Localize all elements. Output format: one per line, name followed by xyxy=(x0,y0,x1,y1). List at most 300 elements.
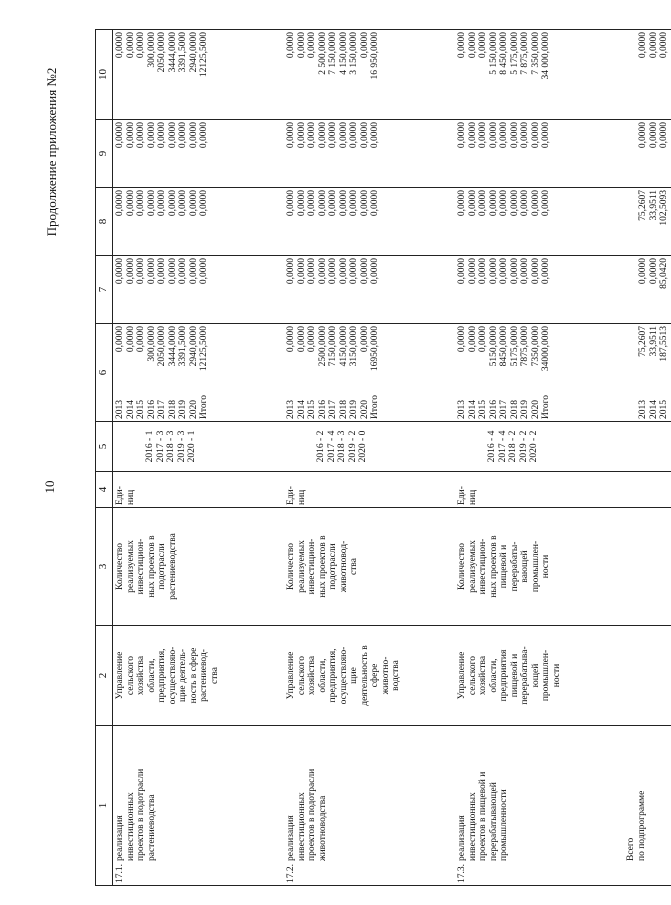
funding-c9-line: 0,0000 xyxy=(157,122,167,149)
funding-c8-line: 0,0000 xyxy=(307,190,317,217)
funding-value: 300,0000 xyxy=(146,326,157,362)
executor-line: щие xyxy=(349,667,359,684)
funding-c7-line: 0,0000 xyxy=(125,258,136,285)
target-values-line: 2018 - 3 xyxy=(337,430,347,463)
funding-c10 xyxy=(113,30,285,120)
funding-c9-line: 0,0000 xyxy=(296,122,307,149)
unit xyxy=(455,472,626,508)
funding-c10 xyxy=(284,30,455,120)
year-label: 2018 xyxy=(509,400,520,419)
funding-c8-line: 0,0000 xyxy=(457,190,467,217)
year-label: Итого xyxy=(370,394,380,419)
executor-line: предприятия, xyxy=(157,648,167,703)
funding-c10-line: 2940,0000 xyxy=(188,32,199,73)
executor-line: ность в сфере xyxy=(188,647,199,704)
funding-c9-line: 0,0000 xyxy=(520,122,530,149)
year-label: Итого xyxy=(541,394,551,419)
indicator-line: инвестицион- xyxy=(478,538,488,595)
years-total-funding xyxy=(113,324,285,422)
year-label: 2018 xyxy=(167,400,178,419)
funding-c10 xyxy=(455,30,626,120)
funding-c10-line: 0,0000 xyxy=(115,32,125,59)
indicator-line: ных проектов в xyxy=(488,535,499,598)
total-funding-c7 xyxy=(626,256,671,324)
year-label: 2016 xyxy=(146,400,157,419)
funding-c8-line: 0,0000 xyxy=(136,190,146,217)
funding-c8-line: 0,0000 xyxy=(286,190,296,217)
funding-c8-line: 0,0000 xyxy=(188,190,199,217)
year-value-line xyxy=(468,326,479,419)
indicator-line: ства xyxy=(349,558,359,575)
year-value-line xyxy=(510,326,521,419)
funding-c10-line: 7 150,0000 xyxy=(328,32,338,75)
funding-c8-line: 0,0000 xyxy=(115,190,125,217)
year-value-line xyxy=(370,326,381,419)
funding-value: 0,0000 xyxy=(296,326,307,353)
activity-name xyxy=(113,726,285,886)
funding-c7-line: 0,0000 xyxy=(199,258,209,285)
executor-line: ства xyxy=(209,667,220,684)
executor-line: перерабатыва- xyxy=(520,646,530,705)
funding-c10-line: 0,0000 xyxy=(478,32,488,59)
executor-line: растениевод- xyxy=(199,649,209,702)
funding-c9-line: 0,0000 xyxy=(286,122,296,149)
executor xyxy=(113,626,285,726)
activity-name-line: проектов в подотрасли xyxy=(136,768,146,861)
indicator xyxy=(284,508,455,626)
funding-value: 0,0000 xyxy=(136,326,146,353)
executor-line: сельского xyxy=(467,655,478,696)
indicator-line: Количество xyxy=(115,542,125,591)
activity-name-text: реализация xyxy=(286,815,296,861)
funding-c9-line: 0,0000 xyxy=(530,122,541,149)
funding-c7-line: 0,0000 xyxy=(520,258,530,285)
funding-c9-line: 0,0000 xyxy=(370,122,380,149)
indicator-line: подотрасли xyxy=(328,543,338,590)
empty-cell xyxy=(626,422,671,472)
funding-c10-line: 0,0000 xyxy=(125,32,136,59)
funding-value: 7875,0000 xyxy=(520,326,530,367)
year-value-line xyxy=(286,326,297,419)
funding-c9-line: 0,0000 xyxy=(509,122,520,149)
indicator-line: Количество xyxy=(457,542,467,591)
indicator-line: реализуемых xyxy=(467,540,478,593)
funding-c9-line: 0,0000 xyxy=(338,122,349,149)
funding-value: 4150,0000 xyxy=(338,326,349,367)
target-values xyxy=(113,422,285,472)
executor-line: хозяйства xyxy=(478,655,488,696)
total-funding-c9-line: 0,0000 xyxy=(648,122,659,149)
executor-line: хозяйства xyxy=(307,655,317,696)
year-value-line xyxy=(126,326,137,419)
year-value-line xyxy=(649,326,660,419)
funding-value: 16950,0000 xyxy=(370,326,380,372)
executor-line: области, xyxy=(317,658,328,693)
column-header: 6 xyxy=(96,324,113,422)
total-funding-c9-line: 0,0000 xyxy=(659,122,669,149)
funding-c9 xyxy=(113,120,285,188)
target-values-line: 2019 - 3 xyxy=(176,430,187,463)
total-funding-c9 xyxy=(626,120,671,188)
activity-name-line: растениеводства xyxy=(146,794,157,861)
funding-value: 34000,0000 xyxy=(541,326,551,372)
funding-c8-line: 0,0000 xyxy=(125,190,136,217)
funding-value: 3444,0000 xyxy=(167,326,178,367)
funding-c7-line: 0,0000 xyxy=(541,258,551,285)
year-label: 2017 xyxy=(157,400,167,419)
funding-c9-line: 0,0000 xyxy=(307,122,317,149)
year-value-line xyxy=(531,326,542,419)
year-value-line xyxy=(168,326,179,419)
target-values-line: 2017 - 4 xyxy=(326,430,337,463)
total-funding-c7-line: 0,0000 xyxy=(648,258,659,285)
executor-line: предприятия, xyxy=(328,648,338,703)
funding-c8-line: 0,0000 xyxy=(488,190,499,217)
funding-c7-line: 0,0000 xyxy=(115,258,125,285)
funding-c8-line: 0,0000 xyxy=(338,190,349,217)
funding-value: 0,0000 xyxy=(286,326,296,353)
year-label: 2013 xyxy=(457,400,467,419)
indicator-line: промышлен- xyxy=(530,540,541,593)
funding-c8-line: 0,0000 xyxy=(157,190,167,217)
target-values-line: 2020 - 2 xyxy=(529,430,539,463)
executor-line: сфере xyxy=(370,663,380,688)
funding-c9-line: 0,0000 xyxy=(167,122,178,149)
total-label xyxy=(626,726,671,886)
year-label: 2018 xyxy=(338,400,349,419)
header-row xyxy=(96,30,113,886)
target-values-line: 2016 - 1 xyxy=(145,430,155,463)
funding-c8-line: 0,0000 xyxy=(467,190,478,217)
total-funding-c8-line: 33,9511 xyxy=(648,190,659,221)
activity-name-line xyxy=(457,728,468,883)
funding-c8 xyxy=(284,188,455,256)
funding-c10-line: 2050,0000 xyxy=(157,32,167,73)
year-value-line xyxy=(489,326,500,419)
funding-c10-line: 5 150,0000 xyxy=(488,32,499,75)
activity-name-line: инвестиционных xyxy=(125,792,136,861)
funding-c9 xyxy=(284,120,455,188)
year-value-line xyxy=(349,326,360,419)
year-label: 2015 xyxy=(307,400,317,419)
funding-c8-line: 0,0000 xyxy=(178,190,188,217)
funding-c9-line: 0,0000 xyxy=(349,122,359,149)
funding-c10-line: 7 875,0000 xyxy=(520,32,530,75)
total-funding-c8-line: 102,5093 xyxy=(659,190,669,226)
funding-c7-line: 0,0000 xyxy=(188,258,199,285)
funding-c9-line: 0,0000 xyxy=(136,122,146,149)
year-label: 2014 xyxy=(648,400,659,419)
year-value-line xyxy=(638,326,649,419)
indicator-line: инвестицион- xyxy=(136,538,146,595)
activity-number: 17.1. xyxy=(115,864,125,883)
unit-line: Еди- xyxy=(286,486,296,505)
indicator-line: реализуемых xyxy=(125,540,136,593)
activity-name-line xyxy=(115,728,126,883)
executor-line: деятельность в xyxy=(359,645,370,706)
funding-c7-line: 0,0000 xyxy=(509,258,520,285)
funding-c7-line: 0,0000 xyxy=(307,258,317,285)
target-values-line: 2019 - 2 xyxy=(518,430,529,463)
funding-c9-line: 0,0000 xyxy=(125,122,136,149)
funding-c7 xyxy=(284,256,455,324)
funding-c8-line: 0,0000 xyxy=(478,190,488,217)
funding-value: 33,9511 xyxy=(648,326,659,357)
year-value-line xyxy=(659,326,670,419)
funding-c7-line: 0,0000 xyxy=(370,258,380,285)
column-header: 10 xyxy=(96,30,113,120)
indicator-line: ных проектов в xyxy=(146,535,157,598)
funding-value: 75,2607 xyxy=(638,326,648,357)
funding-value: 5175,0000 xyxy=(509,326,520,367)
executor-line: ности xyxy=(551,663,562,688)
year-value-line xyxy=(520,326,531,419)
activity-name-line: проектов в пищевой и xyxy=(478,771,488,861)
activity-name xyxy=(284,726,455,886)
funding-c8 xyxy=(455,188,626,256)
year-label: 2016 xyxy=(317,400,328,419)
activity-name-line: проектов в подотрасли xyxy=(307,768,317,861)
total-years-funding xyxy=(626,324,671,422)
section-row xyxy=(284,30,455,886)
executor xyxy=(455,626,626,726)
indicator-line: ности xyxy=(541,554,551,579)
column-header: 3 xyxy=(96,508,113,626)
budget-table xyxy=(95,29,671,886)
year-label: 2020 xyxy=(359,400,370,419)
activity-number: 17.3. xyxy=(457,864,467,883)
activity-name-line xyxy=(286,728,297,883)
funding-value: 3150,0000 xyxy=(349,326,359,367)
funding-c10-line: 0,0000 xyxy=(296,32,307,59)
funding-c7-line: 0,0000 xyxy=(167,258,178,285)
funding-c7-line: 0,0000 xyxy=(478,258,488,285)
funding-c9-line: 0,0000 xyxy=(467,122,478,149)
funding-c8-line: 0,0000 xyxy=(499,190,509,217)
year-value-line xyxy=(360,326,371,419)
funding-c9-line: 0,0000 xyxy=(488,122,499,149)
funding-c9-line: 0,0000 xyxy=(115,122,125,149)
funding-c9-line: 0,0000 xyxy=(499,122,509,149)
funding-c10-line: 16 950,0000 xyxy=(370,32,380,80)
activity-name-text: реализация xyxy=(457,815,467,861)
funding-c10-line: 0,0000 xyxy=(136,32,146,59)
year-label: 2015 xyxy=(659,400,669,419)
target-values-line: 2020 - 1 xyxy=(187,430,197,463)
year-label: 2020 xyxy=(530,400,541,419)
funding-c8-line: 0,0000 xyxy=(296,190,307,217)
funding-c9 xyxy=(455,120,626,188)
funding-c8 xyxy=(113,188,285,256)
year-value-line xyxy=(457,326,468,419)
executor-line: осуществляю- xyxy=(338,646,349,705)
unit-line: ниц xyxy=(125,489,136,505)
total-funding-c7-line: 0,0000 xyxy=(638,258,648,285)
executor-line: Управление xyxy=(115,651,125,700)
funding-c9-line: 0,0000 xyxy=(146,122,157,149)
funding-c7-line: 0,0000 xyxy=(178,258,188,285)
total-funding-c10-line: 0,0000 xyxy=(638,32,648,59)
target-values-line: 2019 - 2 xyxy=(347,430,358,463)
funding-c9-line: 0,0000 xyxy=(317,122,328,149)
funding-c10-line: 3444,0000 xyxy=(167,32,178,73)
total-funding-c7-line: 85,0420 xyxy=(659,258,669,289)
column-header: 5 xyxy=(96,422,113,472)
year-label: 2019 xyxy=(520,400,530,419)
funding-value: 2050,0000 xyxy=(157,326,167,367)
target-values-line: 2020 - 0 xyxy=(358,430,368,463)
total-funding-c8 xyxy=(626,188,671,256)
funding-value: 0,0000 xyxy=(478,326,488,353)
funding-c10-line: 0,0000 xyxy=(467,32,478,59)
executor-line: предприятия xyxy=(499,649,509,702)
funding-c7-line: 0,0000 xyxy=(530,258,541,285)
year-value-line xyxy=(339,326,350,419)
column-header: 1 xyxy=(96,726,113,886)
activity-name-line: перерабатывающей xyxy=(488,782,499,861)
year-label: 2015 xyxy=(136,400,146,419)
executor-line: области, xyxy=(146,658,157,693)
year-value-line xyxy=(478,326,489,419)
executor xyxy=(284,626,455,726)
funding-c9-line: 0,0000 xyxy=(541,122,551,149)
funding-c7-line: 0,0000 xyxy=(488,258,499,285)
page-number: 10 xyxy=(42,480,57,494)
target-values-line: 2018 - 2 xyxy=(508,430,518,463)
funding-c9-line: 0,0000 xyxy=(188,122,199,149)
year-value-line xyxy=(178,326,189,419)
year-value-line xyxy=(189,326,200,419)
executor-line: сельского xyxy=(296,655,307,696)
unit-line: Еди- xyxy=(457,486,467,505)
funding-c8-line: 0,0000 xyxy=(370,190,380,217)
total-funding-c8-line: 75,2607 xyxy=(638,190,648,221)
year-label: 2014 xyxy=(467,400,478,419)
total-funding-c10-line: 0,0000 xyxy=(659,32,669,59)
executor-line: области, xyxy=(488,658,499,693)
funding-c7-line: 0,0000 xyxy=(328,258,338,285)
column-header: 9 xyxy=(96,120,113,188)
total-funding-c10 xyxy=(626,30,671,120)
executor-line: щие деятель- xyxy=(178,649,188,703)
funding-c8-line: 0,0000 xyxy=(530,190,541,217)
activity-name-line: промышленности xyxy=(499,789,509,861)
empty-cell xyxy=(626,626,671,726)
funding-c8-line: 0,0000 xyxy=(317,190,328,217)
funding-value: 187,5513 xyxy=(659,326,669,362)
target-values xyxy=(455,422,626,472)
funding-c7-line: 0,0000 xyxy=(146,258,157,285)
funding-value: 8450,0000 xyxy=(499,326,509,367)
year-value-line xyxy=(318,326,329,419)
funding-c10-line: 3 150,0000 xyxy=(349,32,359,75)
year-label: Итого xyxy=(199,394,209,419)
year-value-line xyxy=(297,326,308,419)
target-values-line: 2016 - 2 xyxy=(316,430,326,463)
indicator-line: реализуемых xyxy=(296,540,307,593)
target-values xyxy=(284,422,455,472)
funding-c9-line: 0,0000 xyxy=(328,122,338,149)
indicator-line: пищевой и xyxy=(499,544,509,589)
executor-line: ющей xyxy=(530,663,541,688)
activity-name xyxy=(455,726,626,886)
executor-line: водства xyxy=(391,660,401,691)
funding-c7-line: 0,0000 xyxy=(136,258,146,285)
year-label: 2013 xyxy=(638,400,648,419)
funding-c7-line: 0,0000 xyxy=(457,258,467,285)
section-row xyxy=(113,30,285,886)
funding-c9-line: 0,0000 xyxy=(199,122,209,149)
funding-c7-line: 0,0000 xyxy=(338,258,349,285)
funding-c9-line: 0,0000 xyxy=(478,122,488,149)
year-value-line xyxy=(157,326,168,419)
executor-line: Управление xyxy=(457,651,467,700)
funding-value: 0,0000 xyxy=(457,326,467,353)
year-value-line xyxy=(499,326,510,419)
year-label: 2014 xyxy=(125,400,136,419)
funding-value: 7350,0000 xyxy=(530,326,541,367)
funding-c7-line: 0,0000 xyxy=(349,258,359,285)
indicator-line: ных проектов в xyxy=(317,535,328,598)
funding-c10-line: 5 175,0000 xyxy=(509,32,520,75)
year-label: 2016 xyxy=(488,400,499,419)
executor-line: сельского xyxy=(125,655,136,696)
indicator-line: перерабаты- xyxy=(509,541,520,592)
year-label: 2017 xyxy=(499,400,509,419)
indicator-line: Количество xyxy=(286,542,296,591)
funding-value: 12125,5000 xyxy=(199,326,209,372)
funding-c7-line: 0,0000 xyxy=(296,258,307,285)
funding-c8-line: 0,0000 xyxy=(146,190,157,217)
executor-line: Управление xyxy=(286,651,296,700)
funding-c9-line: 0,0000 xyxy=(178,122,188,149)
continuation-title: Продолжение приложения №2 xyxy=(44,67,59,237)
target-values-line: 2016 - 4 xyxy=(487,430,497,463)
funding-value: 2940,0000 xyxy=(188,326,199,367)
funding-c10-line: 3391,5000 xyxy=(178,32,188,73)
year-label: 2014 xyxy=(296,400,307,419)
funding-c8-line: 0,0000 xyxy=(167,190,178,217)
funding-c10-line: 12125,5000 xyxy=(199,32,209,78)
year-value-line xyxy=(147,326,158,419)
funding-c10-line: 2 500,0000 xyxy=(317,32,328,75)
funding-c9-line: 0,0000 xyxy=(359,122,370,149)
funding-c7-line: 0,0000 xyxy=(317,258,328,285)
target-values-line: 2017 - 4 xyxy=(497,430,508,463)
funding-value: 2500,0000 xyxy=(317,326,328,367)
executor-line: промышлен- xyxy=(541,649,551,702)
years-total-funding xyxy=(455,324,626,422)
activity-name-line: инвестиционных xyxy=(467,792,478,861)
funding-c10-line: 34 000,0000 xyxy=(541,32,551,80)
funding-c10-line: 7 350,0000 xyxy=(530,32,541,75)
year-value-line xyxy=(115,326,126,419)
column-header: 4 xyxy=(96,472,113,508)
unit-line: ниц xyxy=(296,489,307,505)
year-value-line xyxy=(199,326,210,419)
year-label: 2019 xyxy=(178,400,188,419)
funding-c10-line: 4 150,0000 xyxy=(338,32,349,75)
executor-line: осуществляю- xyxy=(167,646,178,705)
total-row xyxy=(626,30,671,886)
funding-c7-line: 0,0000 xyxy=(157,258,167,285)
column-header: 2 xyxy=(96,626,113,726)
unit xyxy=(113,472,285,508)
funding-c10-line: 0,0000 xyxy=(307,32,317,59)
funding-value: 0,0000 xyxy=(467,326,478,353)
year-label: 2019 xyxy=(349,400,359,419)
funding-c9-line: 0,0000 xyxy=(457,122,467,149)
